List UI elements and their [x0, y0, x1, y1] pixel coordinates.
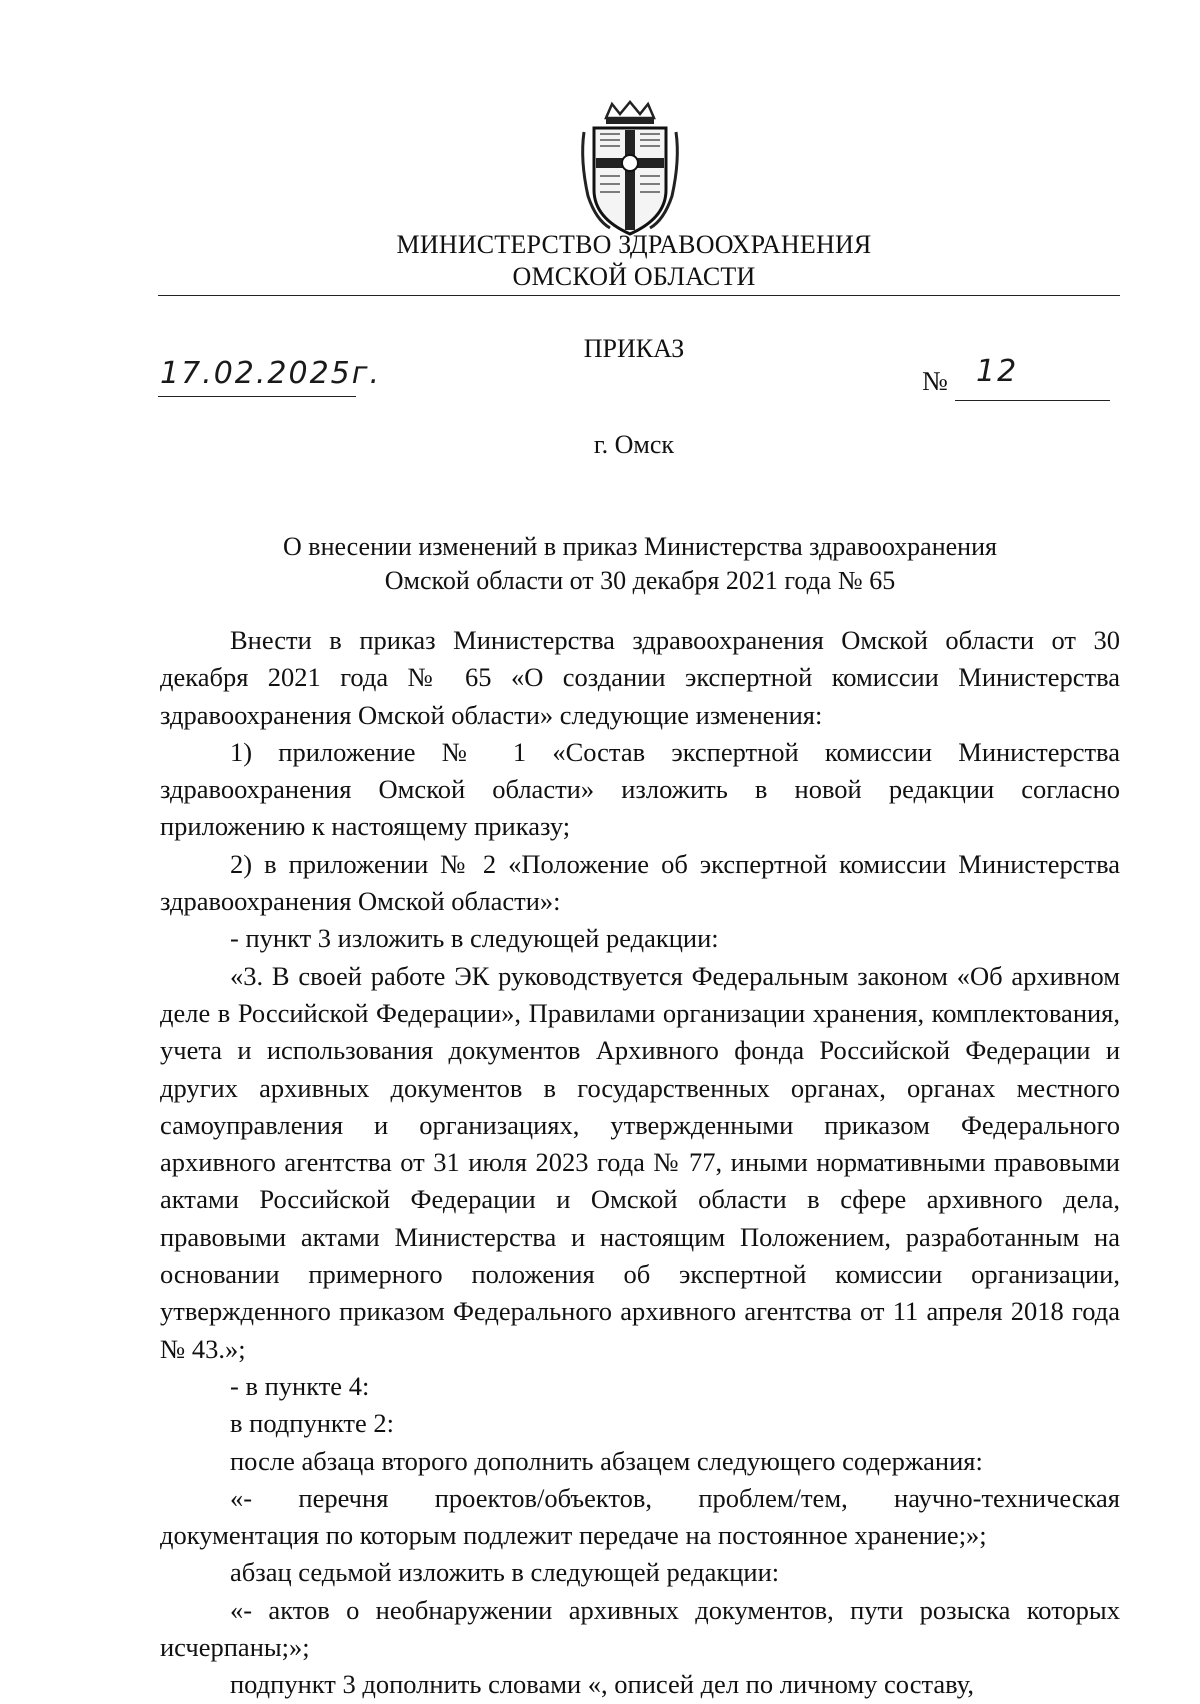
- title-line1: О внесении изменений в приказ Министерства здравоохранения: [283, 532, 997, 561]
- paragraph-point-3-text: «3. В своей работе ЭК руководствуется Федеральным законом «Об архивном деле в Российской Федерации», Правилами организации хранения, комплектования, учета и использования документов Архивного фонда Российской Федерации и других архивных документов в государственных органах, органах местного самоуправления и организациях, утвержденными приказом Федерального архивного агентства от 31 июля 2023 года № 77, иными нормативными правовыми актами Российской Федерации и Омской области в сфере архивного дела, правовыми актами Министерства и настоящим Положением, разработанным на основании примерного положения об экспертной комиссии организации, утвержденного приказом Федерального архивного агентства от 11 апреля 2018 года № 43.»;: [160, 960, 1120, 1364]
- date-underline: [158, 396, 356, 397]
- handwritten-date: 17.02.2025г.: [160, 356, 382, 391]
- paragraph-subpoint-2: в подпункте 2:: [230, 1408, 395, 1439]
- paragraph-point-3: - пункт 3 изложить в следующей редакции:: [230, 923, 719, 954]
- header-divider: [158, 295, 1120, 296]
- city: г. Омск: [593, 430, 675, 459]
- coat-of-arms-emblem: [576, 100, 684, 238]
- paragraph-after-second: после абзаца второго дополнить абзацем следующего содержания:: [230, 1445, 983, 1476]
- document-type: ПРИКАЗ: [583, 334, 685, 363]
- ministry-name-line1: МИНИСТЕРСТВО ЗДРАВООХРАНЕНИЯ: [396, 230, 872, 259]
- title-line2: Омской области от 30 декабря 2021 года № 65: [384, 566, 896, 595]
- ministry-name-line2: ОМСКОЙ ОБЛАСТИ: [512, 262, 756, 291]
- number-underline: [955, 400, 1110, 401]
- paragraph-point-4: - в пункте 4:: [230, 1370, 370, 1401]
- number-label: №: [922, 366, 948, 396]
- paragraph-intro: Внести в приказ Министерства здравоохранения Омской области от 30 декабря 2021 года № 65 «О создании экспертной комиссии Министерства здравоохранения Омской области» следующие изменения:: [160, 625, 1120, 730]
- document-body: [160, 622, 1120, 1704]
- paragraph-item-1: 1) приложение № 1 «Состав экспертной комиссии Министерства здравоохранения Омской области» изложить в новой редакции согласно приложению к настоящему приказу;: [160, 736, 1120, 842]
- document-title: [160, 530, 1120, 598]
- paragraph-new-list-item: «- перечня проектов/объектов, проблем/тем, научно-техническая документация по которым подлежит передаче на постоянное хранение;»;: [160, 1482, 1120, 1551]
- paragraph-subpoint-3: подпункт 3 дополнить словами «, описей дел по личному составу,: [230, 1669, 974, 1700]
- paragraph-item-2: 2) в приложении № 2 «Положение об экспертной комиссии Министерства здравоохранения Омской области»:: [160, 848, 1120, 917]
- paragraph-seventh: абзац седьмой изложить в следующей редакции:: [230, 1557, 780, 1588]
- paragraph-seventh-text: «- актов о необнаружении архивных документов, пути розыска которых исчерпаны;»;: [160, 1594, 1120, 1663]
- handwritten-number: 12: [976, 354, 1019, 389]
